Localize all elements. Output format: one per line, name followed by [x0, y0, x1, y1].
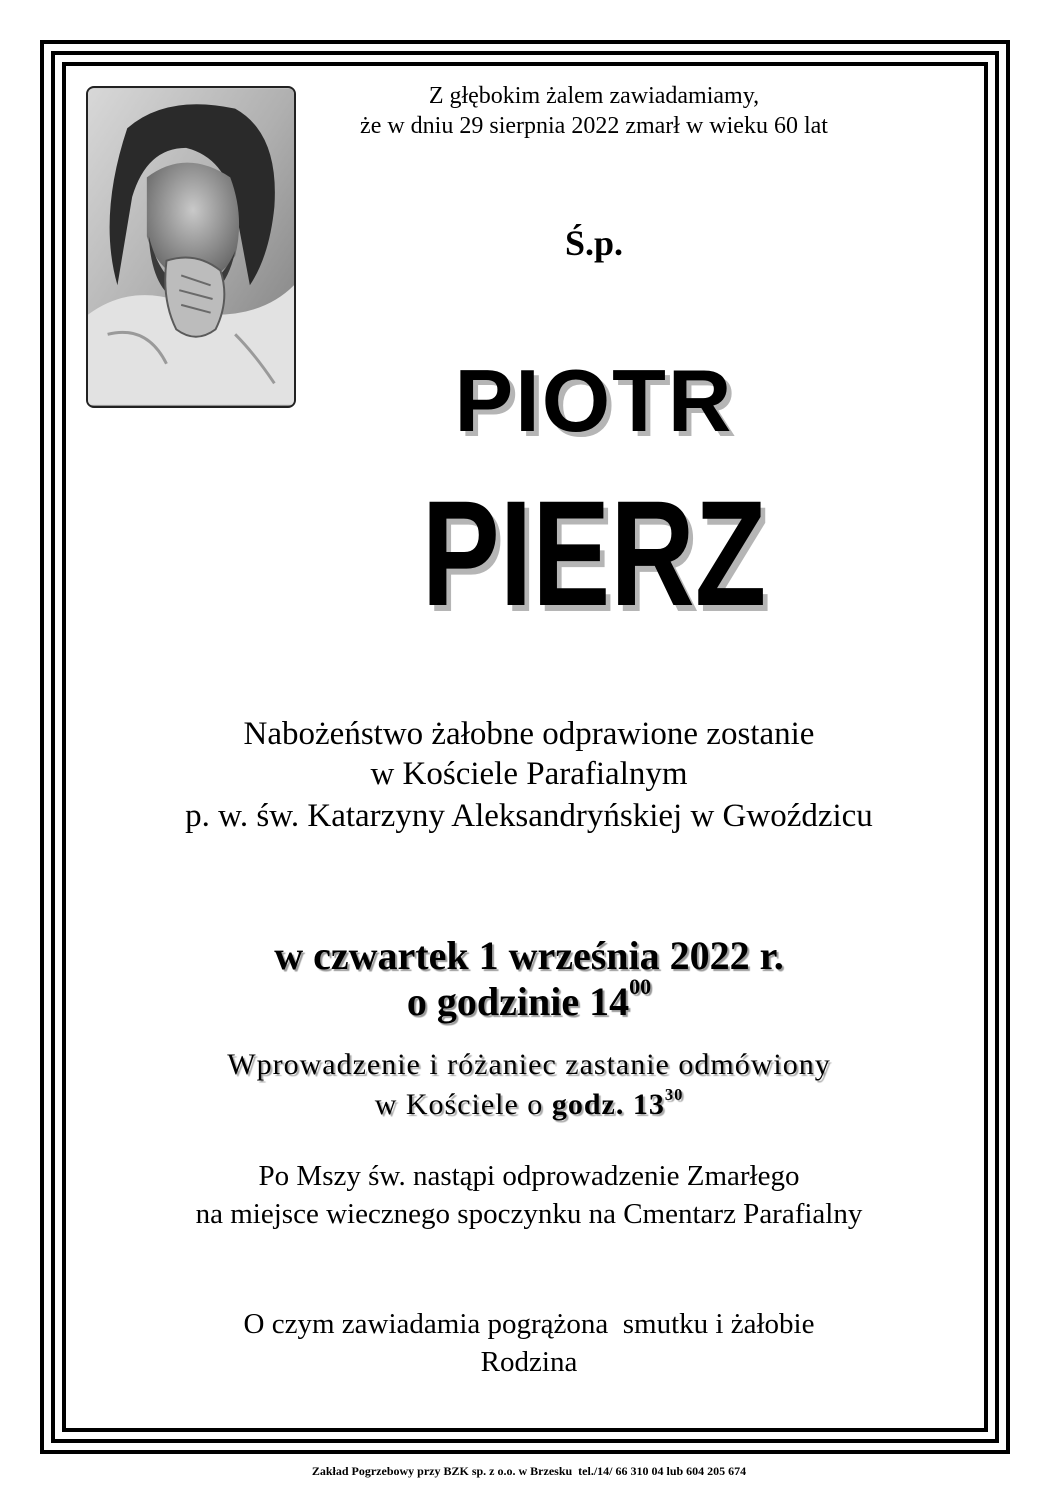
intro-line-2: że w dniu 29 sierpnia 2022 zmarł w wieku 60 lat	[360, 113, 828, 139]
service-line-1: Nabożeństwo żałobne odprawione zostanie	[243, 716, 815, 752]
service-line-2: w Kościele Parafialnym	[370, 756, 688, 792]
service-date-value: czwartek 1 września 2022 r.	[313, 933, 784, 978]
rosary-location: w Kościele o	[374, 1088, 552, 1121]
deceased-first-name: PIOTR	[454, 351, 734, 450]
rosary-time: godz. 13	[551, 1088, 665, 1121]
service-date-prefix: w	[274, 933, 314, 978]
procession-line-1: Po Mszy św. nastąpi odprowadzenie Zmarłego	[258, 1160, 800, 1192]
service-time	[0, 973, 1058, 1025]
intro-line-1: Z głębokim żalem zawiadamiamy,	[428, 83, 760, 109]
rosary-line-1: Wprowadzenie i różaniec zastanie odmówiony	[227, 1048, 831, 1081]
funeral-home-footer: Zakład Pogrzebowy przy BZK sp. z o.o. w Brzesku tel./14/ 66 310 04 lub 604 205 674	[311, 1464, 747, 1478]
service-date	[0, 932, 1058, 979]
service-time-text: o godzinie 14	[406, 979, 630, 1024]
rosary-time-minutes: 30	[664, 1084, 684, 1104]
family-line-1: O czym zawiadamia pogrążona smutku i żałobie	[243, 1308, 815, 1340]
service-time-minutes: 00	[629, 973, 652, 999]
procession-line-2: na miejsce wiecznego spoczynku na Cmentarz Parafialny	[195, 1198, 863, 1230]
honorific: Ś.p.	[564, 223, 624, 263]
service-line-3: p. w. św. Katarzyny Aleksandryńskiej w Gwoździcu	[185, 798, 873, 834]
rosary-line-2	[0, 1084, 1058, 1122]
family-signature: Rodzina	[480, 1346, 578, 1378]
deceased-last-name: PIERZ	[421, 469, 767, 637]
